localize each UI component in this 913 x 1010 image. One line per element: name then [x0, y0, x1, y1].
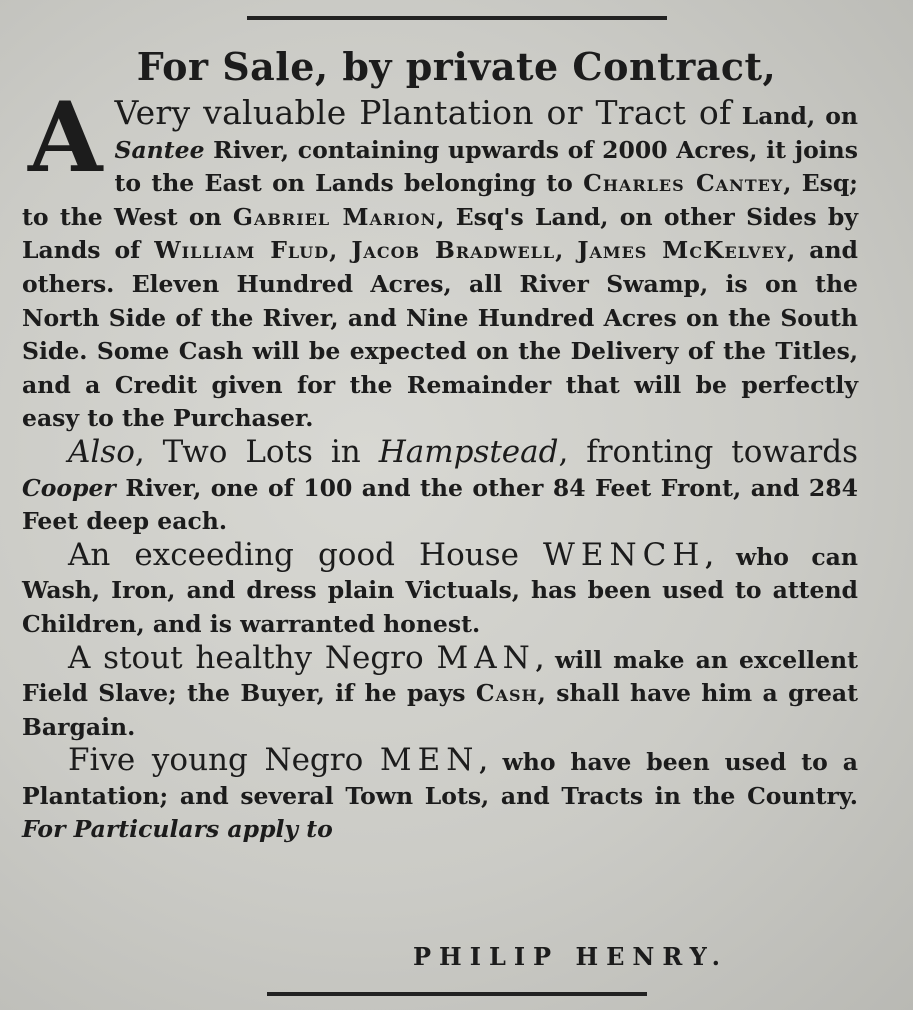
- text-run: , shall have him a great Bargain.: [22, 679, 858, 741]
- person-name: William Flud: [154, 236, 330, 265]
- paragraph-plantation: [22, 81, 858, 436]
- paragraph-man: [22, 639, 858, 745]
- text-run: River, containing upwards of 2000 Acres, it joins to the East on Lands belonging to: [114, 135, 858, 198]
- text-run: Land, on: [741, 102, 858, 130]
- text-run: , and others. Eleven Hundred Acres, all River Swamp, is on the North Side of the River, and Nine Hundred Acres on the South Side. Some Cash will be expected on the Delivery of the Titles, and a Credit given for the Remainder that will be perfectly easy to the Purchaser.: [22, 236, 858, 433]
- text-run: River, one of 100 and the other 84 Feet Front, and 284 Feet deep each.: [22, 473, 858, 536]
- signer-name: PHILIP HENRY.: [413, 942, 728, 971]
- top-rule: [247, 16, 667, 20]
- paragraph-men: [22, 744, 858, 847]
- place-name: Cooper: [22, 473, 116, 502]
- text-run: , Two Lots in: [134, 433, 379, 470]
- text-run: For Particulars apply to: [22, 815, 333, 844]
- place-name: Santee: [114, 135, 205, 164]
- drop-cap: A: [28, 81, 103, 194]
- advert-body: [22, 81, 858, 847]
- lead-line: Very valuable Plantation or Tract of: [114, 93, 732, 132]
- person-name: James McKelvey: [577, 236, 788, 265]
- advert-heading: For Sale, by private Contract,: [136, 44, 777, 89]
- text-run: A stout healthy Negro: [68, 639, 437, 676]
- bottom-rule: [267, 992, 647, 996]
- person-name: Charles Cantey: [583, 169, 784, 198]
- text-run: , who can Wash, Iron, and dress plain Victuals, has been used to attend Children, and is warranted honest.: [22, 542, 858, 638]
- text-run: An exceeding good House: [68, 536, 544, 573]
- text-run: , fronting towards: [558, 433, 858, 470]
- text-run: Five young Negro: [68, 742, 380, 779]
- text-run: ,: [329, 236, 352, 265]
- paragraph-lots: [22, 433, 858, 539]
- text-run: , Esq's Land, on other Sides by Lands of: [22, 202, 858, 265]
- place-name: Hampstead: [378, 433, 559, 470]
- person-name: Jacob Bradwell: [351, 236, 556, 265]
- also-word: Also: [68, 433, 135, 470]
- text-run: , who have been used to a Plantation; and several Town Lots, and Tracts in the Country.: [22, 748, 858, 810]
- text-run: ,: [555, 236, 578, 265]
- caps-word: Cash: [475, 679, 538, 708]
- caps-word: MEN: [379, 742, 480, 779]
- text-run: , Esq; to the West on: [22, 169, 858, 231]
- paragraph-wench: [22, 536, 858, 642]
- caps-word: MAN: [436, 639, 536, 676]
- person-name: Gabriel Marion: [232, 202, 437, 231]
- caps-word: WENCH: [543, 536, 706, 573]
- text-run: , will make an excellent Field Slave; the Buyer, if he pays: [22, 645, 858, 708]
